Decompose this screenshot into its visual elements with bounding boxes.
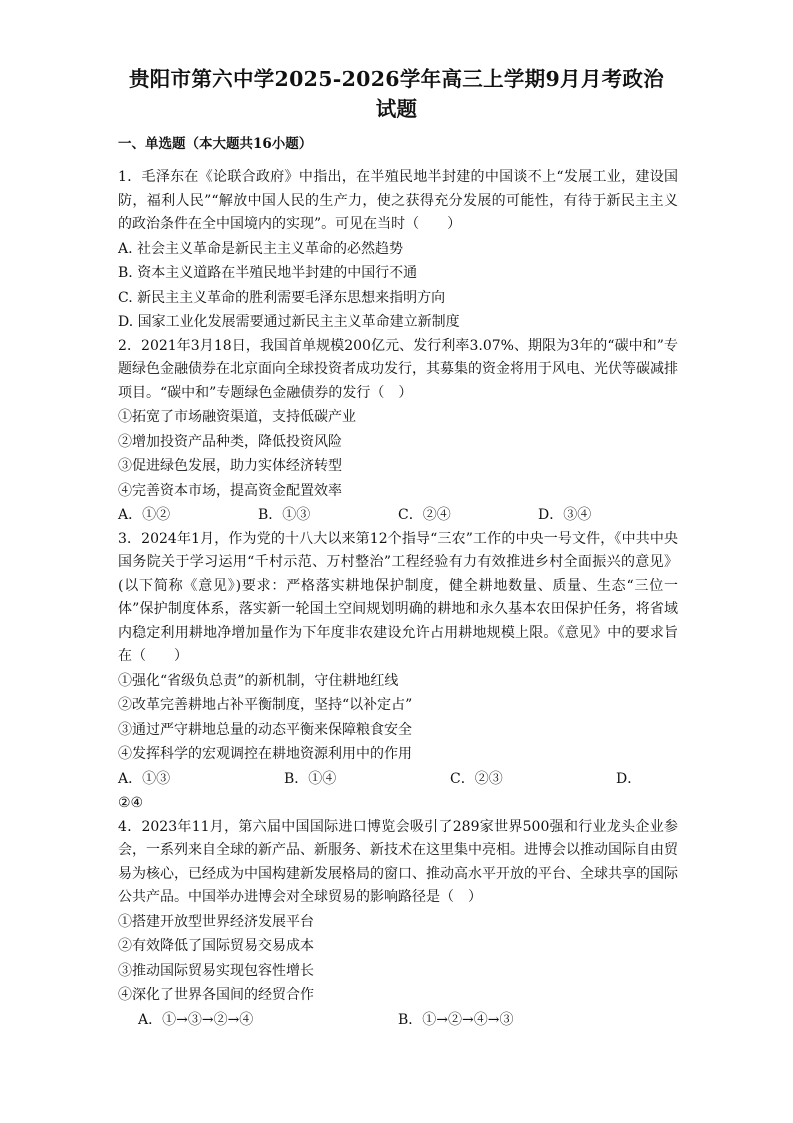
answer-options [118,1008,678,1033]
answer-option: A．①③ [118,770,171,787]
statement-item: ②有效降低了国际贸易交易成本 [118,938,314,954]
answer-options [118,767,678,792]
answer-option: D．③④ [538,507,592,523]
page-title [0,64,793,124]
question-4 [118,816,678,1033]
statement-item: ①强化“省级负总责”的新机制，守住耕地红线 [118,672,399,689]
answer-option: A．①→③→②→④ [138,1011,254,1028]
statement-item: ③通过严守耕地总量的动态平衡来保障粮食安全 [118,721,412,738]
statement-item: ④深化了世界各国间的经贸合作 [118,987,314,1003]
statement-item: ①搭建开放型世界经济发展平台 [118,913,314,930]
answer-option: C．②③ [450,770,503,787]
statement-item: ②增加投资产品种类，降低投资风险 [118,433,342,450]
answer-option: B. 资本主义道路在半殖民地半封建的中国行不通 [118,265,418,281]
statement-item: ④完善资本市场，提高资金配置效率 [118,482,342,499]
answer-option: B．①→②→④→③ [398,1011,514,1028]
answer-option: D. 国家工业化发展需要通过新民主主义革命建立新制度 [118,314,460,330]
answer-option: C．②④ [398,507,451,523]
statement-item: ②改革完善耕地占补平衡制度，坚持“以补定占” [118,697,413,713]
statement-item: ③推动国际贸易实现包容性增长 [118,962,314,979]
answer-option: C. 新民主主义革命的胜利需要毛泽东思想来指明方向 [118,289,446,306]
answer-option: D． [616,770,642,787]
question-3 [118,528,678,816]
title-line-1: 贵阳市第六中学2025-2026学年高三上学期9月月考政治 [128,67,665,91]
answer-option: B．①③ [258,507,311,523]
title-line-2: 试题 [375,97,418,121]
answer-option: B．①④ [284,770,337,787]
question-stem: 4．2023年11月，第六届中国国际进口博览会吸引了289家世界500强和行业龙头企业参会，一系列来自全球的新产品、新服务、新技术在这里集中亮相。进博会以推动国际自由贸易为核心，已经成为中国构建新发展格局的窗口、推动高水平开放的平台、全球共享的国际公共产品。中国举办进博会对全球贸易的影响路径是（ ） [118,818,678,905]
statement-item: ④发挥科学的宏观调控在耕地资源利用中的作用 [118,746,412,762]
answer-option-wrap: ②④ [118,795,144,811]
answer-options [118,503,678,528]
question-1 [118,166,678,335]
answer-option: A．①② [118,507,171,523]
section-heading: 一、单选题（本大题共16小题） [118,136,313,152]
question-stem: 2．2021年3月18日，我国首单规模200亿元、发行利率3.07%、期限为3年的“碳中和”专题绿色金融债券在北京面向全球投资者成功发行，其募集的资金将用于风电、光伏等碳减排项目。“碳中和”专题绿色金融债券的发行（ ） [118,337,678,401]
question-stem: 3．2024年1月，作为党的十八大以来第12个指导“三农”工作的中央一号文件，《中共中央国务院关于学习运用“千村示范、万村整治”工程经验有力有效推进乡村全面振兴的意见》(以下简称《意见》)要求：严格落实耕地保护制度，健全耕地数量、质量、生态“三位一体”保护制度体系，落实新一轮国土空间规划明确的耕地和永久基本农田保护任务，将省域内稳定利用耕地净增加量作为下年度非农建设允许占用耕地规模上限。《意见》中的要求旨在（ ） [118,530,678,664]
question-stem: 1．毛泽东在《论联合政府》中指出，在半殖民地半封建的中国谈不上“发展工业，建设国防，福利人民”“解放中国人民的生产力，使之获得充分发展的可能性，有待于新民主主义的政治条件在全中国境内的实现”。可见在当时（ ） [118,169,678,232]
statement-item: ③促进绿色发展，助力实体经济转型 [118,458,342,474]
statement-item: ①拓宽了市场融资渠道，支持低碳产业 [118,409,356,425]
question-2 [118,335,678,528]
answer-option: A. 社会主义革命是新民主主义革命的必然趋势 [118,240,404,257]
content [118,134,678,1032]
